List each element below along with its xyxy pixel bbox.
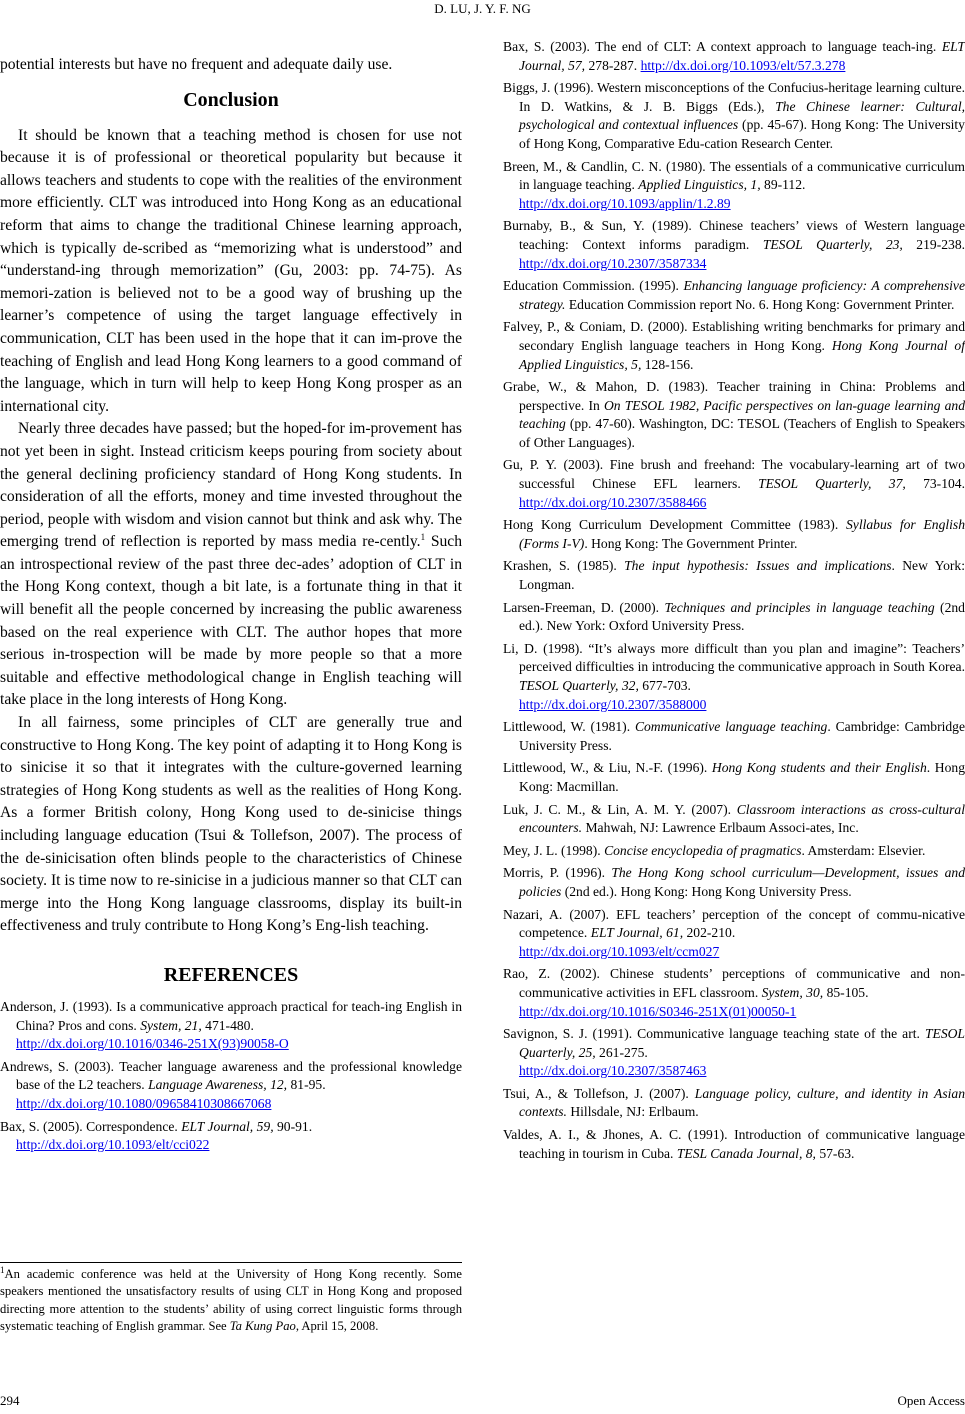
reference-source: Language policy, culture, and identity in Asian contexts. xyxy=(519,1085,965,1120)
reference-pages: . Hong Kong: Macmillan. xyxy=(519,760,965,794)
reference-entry xyxy=(503,1025,965,1081)
reference-entry xyxy=(503,318,965,374)
reference-text: Grabe, W., & Mahon, D. (1983). Teacher training in China: Problems and perspective. In xyxy=(503,379,965,413)
reference-text: Bax, S. (2003). The end of CLT: A context approach to language teach-ing. xyxy=(503,39,942,54)
reference-source: Syllabus for English (Forms I-V) xyxy=(519,517,965,551)
reference-pages: Hillsdale, NJ: Erlbaum. xyxy=(566,1104,699,1120)
footnote xyxy=(0,1266,462,1336)
left-column xyxy=(0,54,462,1159)
conclusion-paragraph-2 xyxy=(0,418,462,712)
left-reference-list xyxy=(0,998,462,1155)
reference-text: Luk, J. C. M., & Lin, A. M. Y. (2007). xyxy=(503,801,737,817)
reference-entry xyxy=(503,217,965,273)
reference-doi-link[interactable]: http://dx.doi.org/10.1016/S0346-251X(01)00050-1 xyxy=(519,1003,797,1019)
reference-entry xyxy=(0,1058,462,1114)
reference-entry xyxy=(503,906,965,962)
reference-source: Techniques and principles in language teaching xyxy=(664,599,935,615)
reference-text: Li, D. (1998). “It’s always more difficult than you plan and imagine”: Teachers’ perceived difficulties in introducing the communicative approach in South Korea. xyxy=(503,640,965,675)
reference-source: Applied Linguistics, 1, xyxy=(638,177,761,193)
reference-source: Hong Kong students and their English xyxy=(711,760,927,776)
reference-entry xyxy=(0,998,462,1054)
reference-source: Hong Kong Journal of Applied Linguistics, 5, xyxy=(519,337,965,372)
reference-text: Tsui, A., & Tollefson, J. (2007). xyxy=(503,1085,695,1101)
reference-entry xyxy=(503,1126,965,1163)
reference-entry xyxy=(503,759,965,796)
reference-text: Mey, J. L. (1998). xyxy=(503,842,605,858)
reference-entry xyxy=(503,599,965,636)
reference-pages: (2nd ed.). New York: Oxford University Press. xyxy=(519,599,965,634)
conclusion-paragraph-1: It should be known that a teaching method is chosen for use not because it is of professional or theoretical popularity but because it allows teachers and students to cope with the realities of the environment more efficiently. CLT was introduced into Hong Kong as an educational reform that aims to change the traditional Chinese learning approach, which is typically de-scribed as “memorizing what is understood” and “understand-ing through memorization” (Gu, 2003: pp. 74-75). As memori-zation is believed not to be a good way of brushing up the learner’s competence of using the target language effectively in communication, CLT has been used in the hope that it can im-prove the teaching of English and lead Hong Kong learners to a good command of the language, which in turn will help to keep Hong Kong prosper as an international city. xyxy=(0,126,462,415)
reference-source: The input hypothesis: Issues and implications xyxy=(624,558,892,574)
reference-pages: 219-238. xyxy=(902,236,965,252)
journal-tag: Open Access xyxy=(897,1393,965,1408)
reference-pages: 89-112. xyxy=(760,177,806,193)
reference-pages: 85-105. xyxy=(823,984,869,1000)
reference-entry xyxy=(503,718,965,755)
reference-entry xyxy=(0,1118,462,1155)
reference-text: Falvey, P., & Coniam, D. (2000). Establishing writing benchmarks for primary and secondary English language teachers in Hong Kong. xyxy=(503,319,965,353)
reference-entry xyxy=(503,456,965,512)
footnote-date: , April 15, 2008. xyxy=(295,1319,379,1334)
footnote-source: Ta Kung Pao xyxy=(229,1319,296,1334)
reference-text: Savignon, S. J. (1991). Communicative language teaching state of the art. xyxy=(503,1026,925,1042)
reference-source: Communicative language teaching xyxy=(634,719,828,735)
reference-text: Education Commission. (1995). xyxy=(503,278,684,294)
reference-doi-link[interactable]: http://dx.doi.org/10.1093/elt/cci022 xyxy=(16,1137,210,1153)
conclusion-heading: Conclusion xyxy=(183,88,279,111)
reference-text: Breen, M., & Candlin, C. N. (1980). The essentials of a communicative curriculum in language teaching. xyxy=(503,158,965,193)
reference-doi-link[interactable]: http://dx.doi.org/10.1093/applin/1.2.89 xyxy=(519,195,731,211)
reference-entry xyxy=(503,378,965,452)
footnote-number: 1 xyxy=(0,1264,5,1275)
right-reference-list xyxy=(503,38,965,1163)
reference-source: The Chinese learner: Cultural, psychological and contextual influences xyxy=(519,98,965,133)
reference-entry xyxy=(503,864,965,901)
reference-text: Anderson, J. (1993). Is a communicative approach practical for teach-ing English in China? Pros and cons. xyxy=(0,998,462,1033)
reference-source: ELT Journal, 61, xyxy=(590,925,684,941)
reference-source: TESOL Quarterly, 37, xyxy=(758,476,906,492)
reference-source: Concise encyclopedia of pragmatics xyxy=(604,842,802,858)
reference-source: The Hong Kong school curriculum—Development, issues and policies xyxy=(519,865,965,899)
reference-text: Gu, P. Y. (2003). Fine brush and freehand: The vocabulary-learning art of two successful Chinese EFL learners. xyxy=(503,457,965,492)
reference-source: TESL Canada Journal, 8, xyxy=(676,1145,816,1161)
footnote-text: An academic conference was held at the University of Hong Kong recently. Some speakers mentioned the unsatisfactory results of using CLT in Hong Kong and proposed directing more attention to the students’ ability of using correct linguistic forms through systematic teaching of English grammar. See xyxy=(0,1267,462,1334)
reference-pages: 202-210. xyxy=(683,925,736,941)
reference-source: TESOL Quarterly, 25, xyxy=(519,1026,965,1060)
reference-pages: 90-91. xyxy=(273,1118,313,1134)
reference-doi-link[interactable]: http://dx.doi.org/10.2307/3587463 xyxy=(519,1063,707,1079)
reference-pages: 471-480. xyxy=(201,1017,254,1033)
reference-text: Biggs, J. (1996). Western misconceptions of the Confucius-heritage learning culture. In D. Watkins, & J. B. Biggs (Eds.), xyxy=(503,80,965,114)
reference-pages: (pp. 45-67). Hong Kong: The University of Hong Kong, Comparative Edu-cation Research Center. xyxy=(519,117,965,151)
reference-pages: . Cambridge: Cambridge University Press. xyxy=(519,719,965,753)
reference-pages: Education Commission report No. 6. Hong Kong: Government Printer. xyxy=(565,296,955,312)
reference-text: Burnaby, B., & Sun, Y. (1989). Chinese teachers’ views of Western language teaching: Context informs paradigm. xyxy=(503,218,965,252)
reference-entry xyxy=(503,79,965,153)
references-heading: REFERENCES xyxy=(163,963,299,986)
reference-text: Rao, Z. (2002). Chinese students’ perceptions of communicative and non-communicative activities in EFL classroom. xyxy=(503,966,965,1000)
reference-text: Krashen, S. (1985). xyxy=(503,558,625,574)
reference-source: ELT Journal, 59, xyxy=(181,1118,274,1134)
reference-source: System, 21, xyxy=(140,1017,202,1033)
reference-doi-link[interactable]: http://dx.doi.org/10.1016/0346-251X(93)90058-O xyxy=(16,1036,289,1052)
reference-source: System, 30, xyxy=(761,984,824,1000)
reference-source: TESOL Quarterly, 23, xyxy=(762,236,903,252)
reference-source: Language Awareness, 12, xyxy=(148,1077,288,1093)
reference-text: Larsen-Freeman, D. (2000). xyxy=(503,599,665,615)
paragraph-2-continued: Such an introspectional review of the past three dec-ades’ adoption of CLT in the Hong Kong context, though a bit late, is a fortunate thing in that it will benefit all the people concerned by increasing the public awareness based on the real experience with CLT. The author hopes that more serious in-trospection will be made by more people so that a more suitable and effective methodological change in English teaching will take place in the long interests of Hong Kong. xyxy=(0,533,462,709)
reference-source: TESOL Quarterly, 32, xyxy=(519,678,639,693)
reference-text: Valdes, A. I., & Jhones, A. C. (1991). Introduction of communicative language teaching in tourism in Cuba. xyxy=(503,1127,965,1161)
reference-doi-link[interactable]: http://dx.doi.org/10.1093/elt/57.3.278 xyxy=(640,57,846,73)
reference-doi-link[interactable]: http://dx.doi.org/10.2307/3588000 xyxy=(519,696,707,712)
reference-source: On TESOL 1982, Pacific perspectives on lan-guage learning and teaching xyxy=(519,397,965,432)
paragraph-2-text: Nearly three decades have passed; but the hoped-for im-provement has not yet been in sight. Instead criticism keeps pouring from society about the general declining proficiency standard of Hong Kong students. In consideration of all the efforts, money and time invested throughout the period, people with wisdom and vision cannot but think and ask why. The emerging trend of reflection is reported by mass media re-cently. xyxy=(0,420,462,551)
footnote-marker[interactable]: 1 xyxy=(420,532,426,543)
reference-pages: 278-287. xyxy=(585,57,641,73)
reference-entry xyxy=(503,842,965,861)
reference-source: Enhancing language proficiency: A comprehensive strategy. xyxy=(519,278,965,312)
reference-entry xyxy=(503,640,965,714)
reference-pages: 81-95. xyxy=(287,1077,326,1093)
reference-doi-link[interactable]: http://dx.doi.org/10.2307/3587334 xyxy=(519,255,707,271)
reference-entry xyxy=(503,38,965,75)
reference-pages: . Hong Kong: The Government Printer. xyxy=(584,535,798,551)
reference-entry xyxy=(503,965,965,1021)
reference-pages: (2nd ed.). Hong Kong: Hong Kong University Press. xyxy=(561,883,852,899)
reference-entry xyxy=(503,1085,965,1122)
reference-doi-link[interactable]: http://dx.doi.org/10.1093/elt/ccm027 xyxy=(519,943,720,959)
reference-entry xyxy=(503,516,965,553)
conclusion-paragraph-3: In all fairness, some principles of CLT are generally true and constructive to Hong Kong. The key point of adapting it to Hong Kong is to sinicise it so that it integrates with the culture-governed learning strategies of Hong Kong students as well as the realities of Hong Kong. As a former British colony, Hong Kong used to de-sinicise things including language education (Tsui & Tollefson, 2007). The process of the de-sinicisation often blinds people to the characteristics of Chinese society. It is time now to re-sinicise in a judicious manner so that CLT can merge into the Hong Kong language classrooms, display its built-in effectiveness and truly contribute to Hong Kong’s Eng-lish teaching. xyxy=(0,714,462,935)
running-head: D. LU, J. Y. F. NG xyxy=(434,1,531,16)
reference-entry xyxy=(503,801,965,838)
reference-text: Bax, S. (2005). Correspondence. xyxy=(0,1118,182,1134)
reference-text: Andrews, S. (2003). Teacher language awareness and the professional knowledge base of the L2 teachers. xyxy=(0,1058,462,1093)
reference-entry xyxy=(503,158,965,214)
reference-source: Classroom interactions as cross-cultural encounters. xyxy=(519,801,965,836)
lead-text: potential interests but have no frequent and adequate daily use. xyxy=(0,56,393,73)
reference-pages: 128-156. xyxy=(641,356,694,372)
reference-pages: (pp. 47-60). Washington, DC: TESOL (Teachers of English to Speakers of Other Languages). xyxy=(519,416,965,450)
reference-text: Littlewood, W., & Liu, N.-F. (1996). xyxy=(503,760,712,776)
reference-pages: 677-703. xyxy=(638,678,691,693)
reference-pages: 57-63. xyxy=(815,1145,855,1161)
reference-doi-link[interactable]: http://dx.doi.org/10.2307/3588466 xyxy=(519,494,707,510)
reference-text: Hong Kong Curriculum Development Committee (1983). xyxy=(503,517,846,533)
reference-entry xyxy=(503,557,965,594)
reference-text: Morris, P. (1996). xyxy=(503,865,612,881)
reference-pages: . New York: Longman. xyxy=(519,558,965,593)
page-number: 294 xyxy=(0,1393,20,1408)
reference-pages: 73-104. xyxy=(905,476,965,492)
right-column xyxy=(503,38,965,1167)
reference-source: ELT Journal, 57, xyxy=(519,39,965,73)
reference-text: Littlewood, W. (1981). xyxy=(503,719,635,735)
footnote-divider xyxy=(0,1262,462,1263)
reference-pages: . Amsterdam: Elsevier. xyxy=(801,842,926,858)
reference-pages: 261-275. xyxy=(595,1044,648,1060)
reference-pages: Mahwah, NJ: Lawrence Erlbaum Associ-ates, Inc. xyxy=(582,820,859,836)
reference-doi-link[interactable]: http://dx.doi.org/10.1080/09658410308667068 xyxy=(16,1095,272,1111)
reference-text: Nazari, A. (2007). EFL teachers’ perception of the concept of commu-nicative competence. xyxy=(503,906,965,941)
reference-entry xyxy=(503,277,965,314)
